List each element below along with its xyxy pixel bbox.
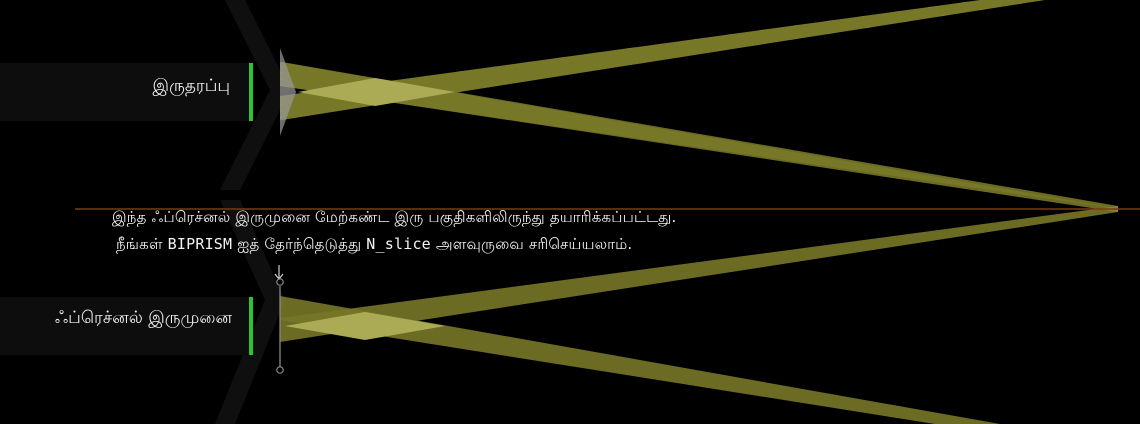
top-label: இருதரப்பு — [152, 76, 230, 96]
caption-line-2-part-a: நீங்கள் — [116, 235, 163, 253]
caption-line-2-part-b: ஐத் தேர்ந்தெடுத்து — [237, 235, 362, 253]
caption-line-1: இந்த ஃப்ரெச்னல் இருமுனை மேற்கண்ட இரு பகுதிகளிலிருந்து தயாரிக்கப்பட்டது. — [112, 208, 677, 226]
biprism-shape — [280, 48, 296, 136]
caption-line-2 — [116, 235, 632, 255]
bottom-label: ஃப்ரெச்னல் இருமுனை — [54, 308, 232, 328]
code-n-slice: N_slice — [366, 235, 431, 253]
fresnel-lower-beam — [280, 296, 1000, 424]
bottom-source-bar — [249, 297, 253, 355]
biprism-beams — [280, 0, 1120, 212]
code-biprism: BIPRISM — [167, 235, 233, 253]
slice-handle-bottom[interactable] — [277, 367, 283, 373]
caption-line-2-part-c: அளவுருவை சரிசெய்யலாம். — [435, 235, 633, 253]
top-source-bar — [249, 63, 253, 121]
slice-handle-top[interactable] — [277, 279, 283, 285]
